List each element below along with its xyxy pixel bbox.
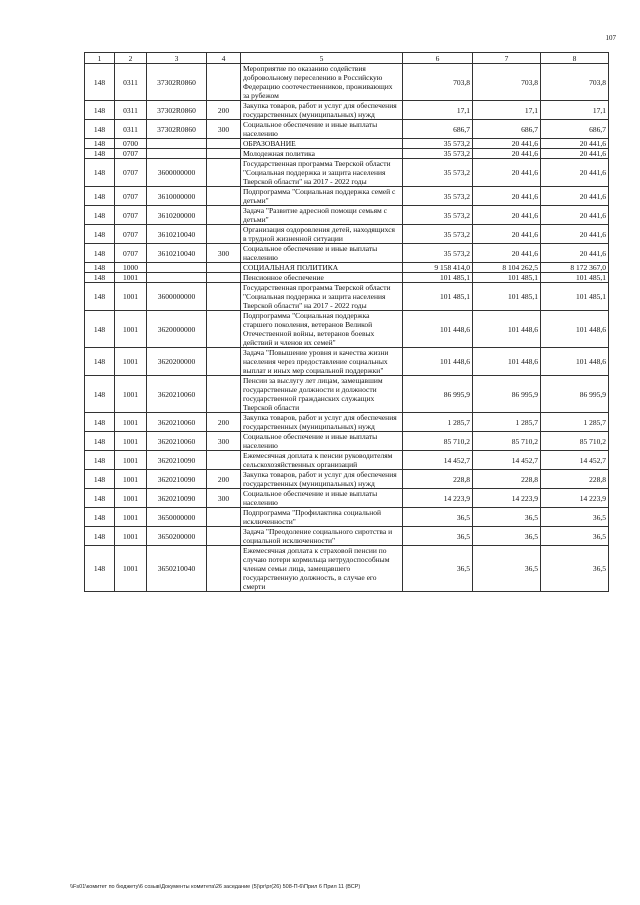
cell-expense-type [207,527,241,546]
cell-name: Государственная программа Тверской области "Социальная поддержка и защита населения Тверской области" на 2017 - 2022 годы [241,283,403,311]
cell-amount-2020: 35 573,2 [403,206,473,225]
cell-section: 0311 [115,120,147,139]
cell-ministry: 148 [85,508,115,527]
cell-target-article: 3600000000 [147,159,207,187]
table-row [85,311,609,348]
table-row [85,348,609,376]
cell-name: ОБРАЗОВАНИЕ [241,139,403,149]
footer-file-path: \\Fs01\комитет по бюджету\6 созыв\Документы комитета\26 заседание (5)\pr\pr(26) 508-П-6\Прил 6 Прил 11 (ВСР) [70,884,361,890]
cell-ministry: 148 [85,546,115,592]
cell-amount-2022: 14 223,9 [541,489,609,508]
table-row [85,187,609,206]
cell-name: Подпрограмма "Социальная поддержка семей с детьми" [241,187,403,206]
cell-ministry: 148 [85,283,115,311]
table-row [85,244,609,263]
cell-amount-2022: 101 448,6 [541,348,609,376]
cell-amount-2021: 20 441,6 [473,244,541,263]
table-row [85,159,609,187]
cell-ministry: 148 [85,527,115,546]
cell-expense-type [207,451,241,470]
column-header: 7 [473,53,541,64]
cell-section: 0700 [115,139,147,149]
cell-name: Государственная программа Тверской области "Социальная поддержка и защита населения Тверской области" на 2017 - 2022 годы [241,159,403,187]
cell-amount-2020: 35 573,2 [403,187,473,206]
cell-section: 0311 [115,64,147,101]
cell-amount-2020: 36,5 [403,508,473,527]
cell-amount-2020: 101 448,6 [403,311,473,348]
cell-amount-2022: 20 441,6 [541,244,609,263]
cell-expense-type [207,149,241,159]
cell-amount-2021: 686,7 [473,120,541,139]
cell-target-article: 3610000000 [147,187,207,206]
cell-target-article: 3620210090 [147,470,207,489]
cell-ministry: 148 [85,64,115,101]
table-row [85,273,609,283]
cell-amount-2022: 20 441,6 [541,139,609,149]
cell-section: 1001 [115,489,147,508]
column-header: 1 [85,53,115,64]
cell-amount-2021: 1 285,7 [473,413,541,432]
cell-amount-2022: 36,5 [541,527,609,546]
cell-name: Социальное обеспечение и иные выплаты населению [241,432,403,451]
cell-ministry: 148 [85,120,115,139]
cell-name: Социальное обеспечение и иные выплаты населению [241,489,403,508]
cell-ministry: 148 [85,101,115,120]
cell-amount-2020: 703,8 [403,64,473,101]
cell-name: Ежемесячная доплата к страховой пенсии по случаю потери кормильца нетрудоспособным членам семьи лица, замещавшего государственную должность, в случае его смерти [241,546,403,592]
cell-amount-2020: 14 223,9 [403,489,473,508]
table-row [85,470,609,489]
table-row [85,64,609,101]
cell-expense-type [207,263,241,273]
cell-expense-type [207,64,241,101]
cell-expense-type [207,187,241,206]
table-row [85,120,609,139]
cell-expense-type: 200 [207,101,241,120]
table-row [85,206,609,225]
cell-name: Закупка товаров, работ и услуг для обеспечения государственных (муниципальных) нужд [241,470,403,489]
cell-amount-2022: 85 710,2 [541,432,609,451]
cell-expense-type: 300 [207,489,241,508]
cell-ministry: 148 [85,348,115,376]
cell-ministry: 148 [85,273,115,283]
cell-section: 1001 [115,273,147,283]
cell-ministry: 148 [85,149,115,159]
cell-amount-2021: 703,8 [473,64,541,101]
column-header: 3 [147,53,207,64]
cell-amount-2020: 101 448,6 [403,348,473,376]
cell-name: Пенсионное обеспечение [241,273,403,283]
cell-amount-2020: 686,7 [403,120,473,139]
cell-amount-2022: 20 441,6 [541,149,609,159]
cell-amount-2020: 9 158 414,0 [403,263,473,273]
cell-expense-type [207,159,241,187]
cell-amount-2021: 101 485,1 [473,273,541,283]
cell-section: 0707 [115,206,147,225]
cell-expense-type: 300 [207,120,241,139]
cell-name: Ежемесячная доплата к пенсии руководителям сельскохозяйственных организаций [241,451,403,470]
cell-name: Мероприятие по оказанию содействия добровольному переселению в Российскую Федерацию соотечественников, проживающих за рубежом [241,64,403,101]
cell-section: 1001 [115,432,147,451]
cell-amount-2021: 20 441,6 [473,187,541,206]
cell-amount-2020: 35 573,2 [403,139,473,149]
cell-amount-2022: 703,8 [541,64,609,101]
cell-amount-2020: 35 573,2 [403,149,473,159]
cell-name: Задача "Повышение уровня и качества жизни населения через предоставление социальных выплат и иных мер социальной поддержки" [241,348,403,376]
cell-section: 1001 [115,413,147,432]
cell-amount-2022: 228,8 [541,470,609,489]
cell-section: 0707 [115,159,147,187]
cell-target-article: 3620210090 [147,489,207,508]
cell-amount-2021: 20 441,6 [473,149,541,159]
cell-target-article: 37302R0860 [147,120,207,139]
cell-ministry: 148 [85,206,115,225]
cell-target-article [147,139,207,149]
cell-amount-2020: 36,5 [403,527,473,546]
cell-section: 1001 [115,348,147,376]
column-header: 8 [541,53,609,64]
cell-amount-2020: 101 485,1 [403,283,473,311]
cell-expense-type [207,283,241,311]
cell-amount-2022: 20 441,6 [541,206,609,225]
cell-section: 0707 [115,187,147,206]
column-header: 2 [115,53,147,64]
cell-ministry: 148 [85,225,115,244]
table-row [85,489,609,508]
column-header: 6 [403,53,473,64]
cell-target-article: 37302R0860 [147,64,207,101]
cell-target-article: 3610210040 [147,225,207,244]
cell-amount-2021: 14 452,7 [473,451,541,470]
cell-name: Социальное обеспечение и иные выплаты населению [241,244,403,263]
cell-ministry: 148 [85,470,115,489]
cell-amount-2022: 17,1 [541,101,609,120]
cell-amount-2022: 686,7 [541,120,609,139]
cell-amount-2022: 36,5 [541,508,609,527]
cell-amount-2022: 101 485,1 [541,283,609,311]
table-row [85,413,609,432]
cell-ministry: 148 [85,187,115,206]
table-row [85,139,609,149]
cell-section: 1000 [115,263,147,273]
cell-ministry: 148 [85,263,115,273]
cell-amount-2022: 86 995,9 [541,376,609,413]
cell-amount-2022: 14 452,7 [541,451,609,470]
table-row [85,451,609,470]
cell-target-article: 3600000000 [147,283,207,311]
table-row [85,432,609,451]
cell-amount-2021: 20 441,6 [473,225,541,244]
cell-amount-2022: 1 285,7 [541,413,609,432]
cell-amount-2021: 86 995,9 [473,376,541,413]
cell-target-article: 3650200000 [147,527,207,546]
table-row [85,149,609,159]
cell-target-article: 3650000000 [147,508,207,527]
table-row [85,508,609,527]
cell-target-article: 3620000000 [147,311,207,348]
table-row [85,263,609,273]
cell-amount-2022: 8 172 367,0 [541,263,609,273]
cell-amount-2022: 20 441,6 [541,187,609,206]
cell-name: Пенсии за выслугу лет лицам, замещавшим государственные должности и должности государственной гражданских служащих Тверской области [241,376,403,413]
cell-name: СОЦИАЛЬНАЯ ПОЛИТИКА [241,263,403,273]
cell-amount-2021: 8 104 262,5 [473,263,541,273]
column-header: 4 [207,53,241,64]
cell-target-article: 3610210040 [147,244,207,263]
cell-section: 1001 [115,283,147,311]
cell-target-article: 3650210040 [147,546,207,592]
cell-expense-type [207,225,241,244]
cell-section: 1001 [115,508,147,527]
cell-amount-2021: 14 223,9 [473,489,541,508]
cell-ministry: 148 [85,376,115,413]
table-row [85,283,609,311]
cell-section: 1001 [115,470,147,489]
cell-target-article: 3620210090 [147,451,207,470]
cell-amount-2022: 20 441,6 [541,159,609,187]
cell-amount-2022: 101 448,6 [541,311,609,348]
cell-target-article [147,149,207,159]
cell-section: 1001 [115,451,147,470]
cell-amount-2021: 17,1 [473,101,541,120]
cell-expense-type [207,311,241,348]
cell-expense-type [207,546,241,592]
cell-name: Закупка товаров, работ и услуг для обеспечения государственных (муниципальных) нужд [241,413,403,432]
cell-amount-2020: 36,5 [403,546,473,592]
cell-amount-2021: 36,5 [473,527,541,546]
cell-expense-type: 200 [207,413,241,432]
cell-amount-2021: 85 710,2 [473,432,541,451]
cell-amount-2020: 101 485,1 [403,273,473,283]
table-row [85,527,609,546]
cell-amount-2021: 36,5 [473,546,541,592]
cell-ministry: 148 [85,432,115,451]
cell-section: 0707 [115,149,147,159]
cell-target-article: 3610200000 [147,206,207,225]
cell-expense-type [207,376,241,413]
cell-name: Подпрограмма "Профилактика социальной исключенности" [241,508,403,527]
cell-ministry: 148 [85,244,115,263]
cell-name: Молодежная политика [241,149,403,159]
cell-section: 1001 [115,311,147,348]
cell-amount-2020: 85 710,2 [403,432,473,451]
cell-ministry: 148 [85,451,115,470]
cell-expense-type [207,139,241,149]
table-row [85,101,609,120]
column-header: 5 [241,53,403,64]
cell-target-article: 3620210060 [147,413,207,432]
cell-target-article [147,263,207,273]
cell-target-article: 3620210060 [147,376,207,413]
cell-amount-2021: 101 485,1 [473,283,541,311]
cell-expense-type [207,273,241,283]
cell-amount-2020: 35 573,2 [403,244,473,263]
table-row [85,225,609,244]
cell-amount-2020: 228,8 [403,470,473,489]
cell-amount-2020: 17,1 [403,101,473,120]
cell-expense-type [207,348,241,376]
cell-expense-type [207,508,241,527]
cell-ministry: 148 [85,489,115,508]
cell-target-article [147,273,207,283]
cell-expense-type [207,206,241,225]
cell-amount-2022: 36,5 [541,546,609,592]
cell-target-article: 3620210060 [147,432,207,451]
cell-amount-2020: 35 573,2 [403,159,473,187]
cell-ministry: 148 [85,139,115,149]
table-row [85,546,609,592]
cell-amount-2020: 86 995,9 [403,376,473,413]
cell-amount-2021: 101 448,6 [473,348,541,376]
cell-ministry: 148 [85,413,115,432]
cell-ministry: 148 [85,159,115,187]
cell-section: 1001 [115,546,147,592]
cell-amount-2021: 228,8 [473,470,541,489]
table-row [85,376,609,413]
cell-target-article: 3620200000 [147,348,207,376]
cell-section: 0707 [115,225,147,244]
cell-section: 0311 [115,101,147,120]
cell-section: 1001 [115,527,147,546]
cell-amount-2021: 101 448,6 [473,311,541,348]
cell-expense-type: 200 [207,470,241,489]
cell-expense-type: 300 [207,432,241,451]
cell-name: Подпрограмма "Социальная поддержка старшего поколения, ветеранов Великой Отечественной войны, ветеранов боевых действий и членов их семей" [241,311,403,348]
cell-amount-2022: 20 441,6 [541,225,609,244]
cell-name: Задача "Развитие адресной помощи семьям с детьми" [241,206,403,225]
table-header-row [85,53,609,64]
cell-amount-2021: 36,5 [473,508,541,527]
cell-name: Организация оздоровления детей, находящихся в трудной жизненной ситуации [241,225,403,244]
table-body [85,64,609,592]
cell-amount-2020: 1 285,7 [403,413,473,432]
cell-target-article: 37302R0860 [147,101,207,120]
cell-amount-2021: 20 441,6 [473,139,541,149]
cell-name: Задача "Преодоление социального сиротства и социальной исключенности" [241,527,403,546]
cell-amount-2022: 101 485,1 [541,273,609,283]
page-number: 107 [605,34,616,42]
cell-section: 0707 [115,244,147,263]
budget-table [84,52,609,592]
cell-amount-2020: 14 452,7 [403,451,473,470]
cell-amount-2021: 20 441,6 [473,159,541,187]
cell-amount-2020: 35 573,2 [403,225,473,244]
cell-name: Социальное обеспечение и иные выплаты населению [241,120,403,139]
cell-amount-2021: 20 441,6 [473,206,541,225]
cell-ministry: 148 [85,311,115,348]
cell-section: 1001 [115,376,147,413]
cell-expense-type: 300 [207,244,241,263]
cell-name: Закупка товаров, работ и услуг для обеспечения государственных (муниципальных) нужд [241,101,403,120]
